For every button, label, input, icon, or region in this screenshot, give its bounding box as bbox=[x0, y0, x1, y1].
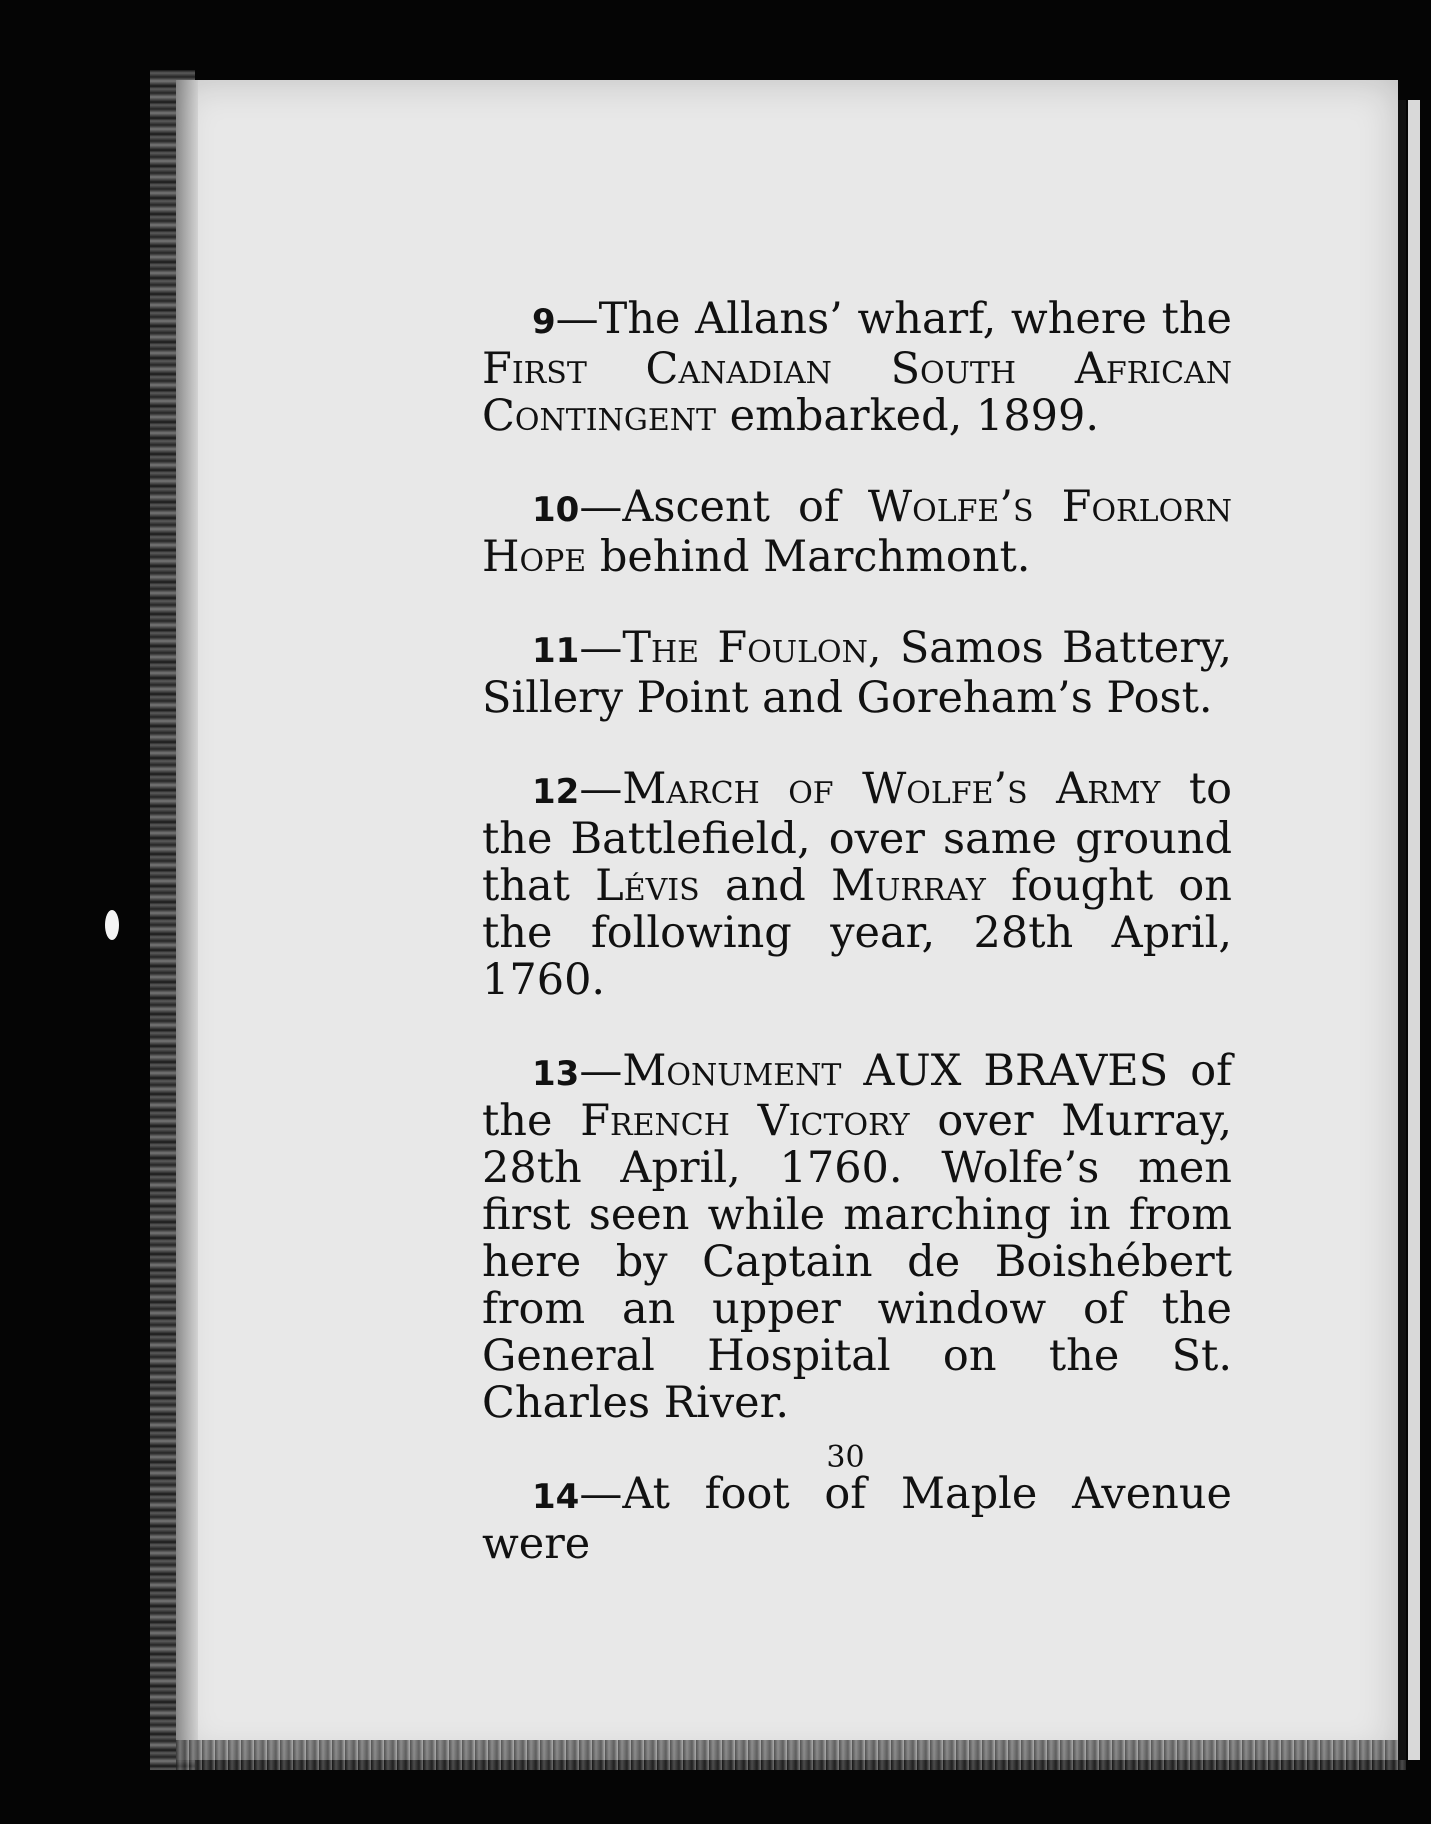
page-body bbox=[482, 296, 1232, 1612]
entry-9: 9—The Allans’ wharf, where the First Canadian South African Contingent embarked, 1899. bbox=[482, 294, 1232, 441]
page-bottom-edge bbox=[176, 1740, 1406, 1770]
scan-spot bbox=[105, 910, 119, 940]
entry-number: 13 bbox=[532, 1054, 580, 1094]
page-right-edge bbox=[1398, 100, 1406, 1760]
small-caps-text: French Victory bbox=[580, 1096, 910, 1146]
small-caps-text: Monument bbox=[622, 1046, 842, 1096]
entry-12: 12—March of Wolfe’s Army to the Battlefield, over same ground that Lévis and Murray fought on the following year, 28th April, 1760. bbox=[482, 764, 1232, 1005]
entry-14: 14—At foot of Maple Avenue were bbox=[482, 1469, 1232, 1569]
next-page-edge bbox=[1408, 100, 1420, 1760]
entry-13: 13—Monument AUX BRAVES of the French Victory over Murray, 28th April, 1760. Wolfe’s men first seen while marching in from here by Captain de Boishébert from an upper window of the General Hospital on the St. Charles River. bbox=[482, 1046, 1232, 1428]
page-number: 30 bbox=[826, 1440, 865, 1475]
entry-number: 10 bbox=[532, 490, 580, 530]
binding-shadow bbox=[176, 80, 198, 1760]
entry-10: 10—Ascent of Wolfe’s Forlorn Hope behind Marchmont. bbox=[482, 482, 1232, 582]
entry-number: 14 bbox=[532, 1477, 580, 1517]
entry-11: 11—The Foulon, Samos Battery, Sillery Point and Goreham’s Post. bbox=[482, 623, 1232, 723]
small-caps-text: Lévis bbox=[595, 861, 700, 911]
small-caps-text: Murray bbox=[831, 861, 986, 911]
entry-number: 12 bbox=[532, 772, 580, 812]
small-caps-text: Wolfe’s Forlorn Hope bbox=[482, 482, 1232, 582]
small-caps-text: First Canadian South African Contingent bbox=[482, 344, 1232, 441]
small-caps-text: March of Wolfe’s Army bbox=[622, 764, 1161, 814]
entry-number: 11 bbox=[532, 631, 580, 671]
small-caps-text: The Foulon bbox=[622, 623, 868, 673]
entry-number: 9 bbox=[532, 302, 556, 342]
